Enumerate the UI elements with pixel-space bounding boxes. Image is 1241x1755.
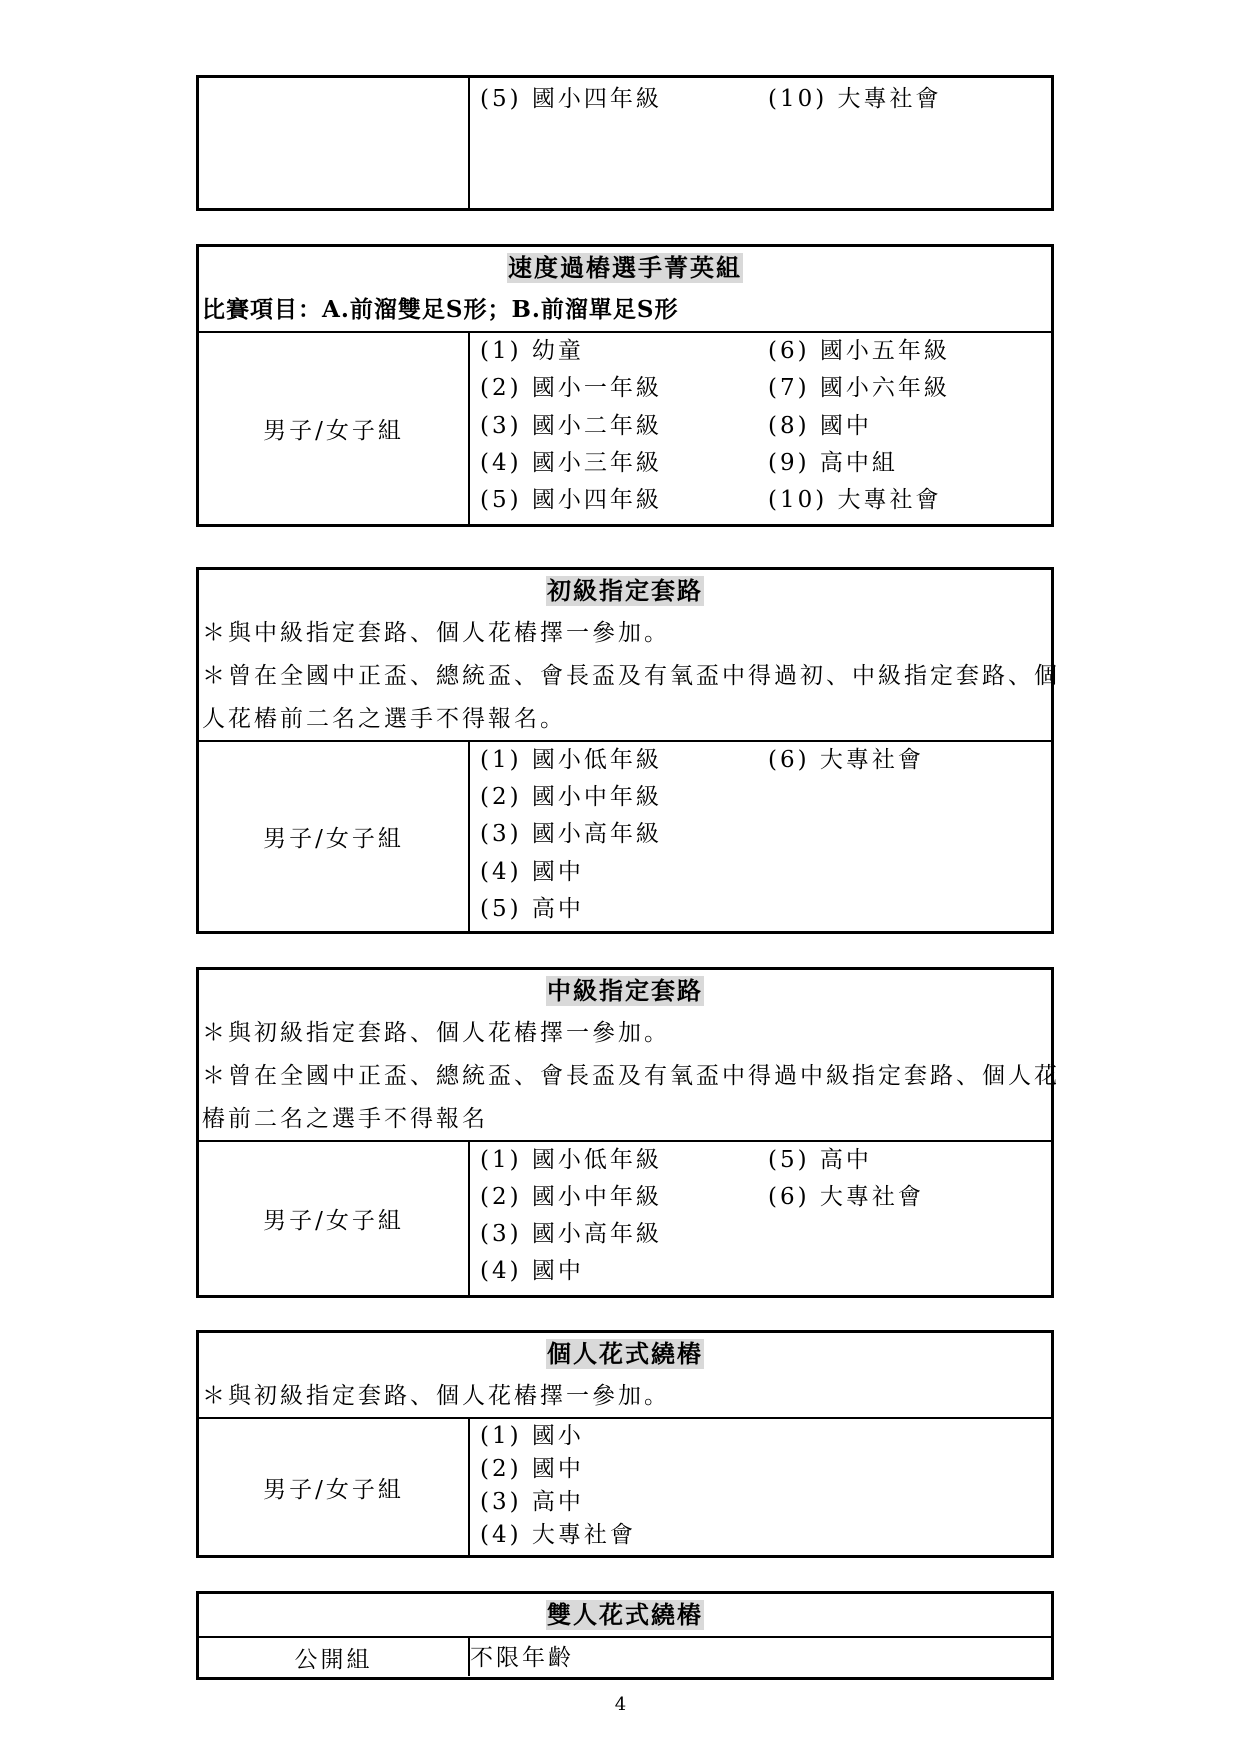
items-cell	[470, 1142, 1051, 1295]
value-cell	[470, 1638, 1051, 1676]
list-item: (5) 高中	[768, 1147, 872, 1173]
section-title-row	[199, 1594, 1051, 1636]
section-title: 個人花式繞樁	[547, 1339, 703, 1368]
list-item: (4) 大專社會	[480, 1522, 636, 1548]
table-beginner-routine	[196, 567, 1060, 934]
note-line: ＊與初級指定套路、個人花樁擇一參加。	[202, 1020, 670, 1046]
list-item: (5) 高中	[480, 896, 584, 922]
items-cell	[470, 78, 1051, 208]
section-title: 中級指定套路	[547, 976, 703, 1005]
age-value: 不限年齡	[470, 1645, 574, 1671]
list-item: (3) 國小高年級	[480, 821, 662, 847]
note-line: 樁前二名之選手不得報名	[202, 1106, 488, 1132]
group-label: 公開組	[199, 1638, 470, 1676]
section-title: 雙人花式繞樁	[547, 1600, 703, 1629]
group-label: 男子/女子組	[199, 333, 470, 524]
group-label: 男子/女子組	[199, 742, 470, 931]
list-item: (3) 國小高年級	[480, 1221, 662, 1247]
section-title: 速度過樁選手菁英組	[508, 253, 742, 282]
list-item: (1) 國小低年級	[480, 747, 662, 773]
section-title: 初級指定套路	[547, 576, 703, 605]
list-item: (2) 國小中年級	[480, 1184, 662, 1210]
list-item: (6) 大專社會	[768, 1184, 924, 1210]
list-item: (4) 國小三年級	[480, 450, 662, 476]
note-line: 人花樁前二名之選手不得報名。	[202, 706, 566, 732]
items-cell	[470, 742, 1051, 931]
table-intermediate-routine	[196, 967, 1060, 1298]
list-item: (7) 國小六年級	[768, 375, 950, 401]
table-individual-freestyle	[196, 1330, 1054, 1558]
section-title-row	[199, 1333, 1051, 1375]
list-item: (2) 國小中年級	[480, 784, 662, 810]
list-item: (3) 高中	[480, 1489, 584, 1515]
list-item: (2) 國中	[480, 1456, 584, 1482]
page-number: 4	[614, 1694, 627, 1715]
list-item: (5) 國小四年級	[480, 487, 662, 513]
list-item: (6) 國小五年級	[768, 338, 950, 364]
section-title-row	[199, 247, 1051, 289]
category-cell	[199, 78, 470, 208]
section-title-row	[199, 570, 1051, 612]
section-title-row	[199, 970, 1051, 1012]
list-item: (10) 大專社會	[768, 86, 942, 112]
group-label: 男子/女子組	[199, 1142, 470, 1295]
list-item: (5) 國小四年級	[480, 86, 662, 112]
items-cell	[470, 1419, 1051, 1555]
list-item: (3) 國小二年級	[480, 413, 662, 439]
table-continuation	[196, 75, 1054, 211]
list-item: (9) 高中組	[768, 450, 898, 476]
items-cell	[470, 333, 1051, 524]
group-label: 男子/女子組	[199, 1419, 470, 1555]
table-speed-slalom-elite	[196, 244, 1054, 527]
list-item: (1) 國小	[480, 1423, 584, 1449]
table-pair-freestyle	[196, 1591, 1054, 1680]
event-note: 比賽項目：A.前溜雙足S形；B.前溜單足S形	[202, 296, 679, 323]
list-item: (1) 幼童	[480, 338, 584, 364]
list-item: (1) 國小低年級	[480, 1147, 662, 1173]
list-item: (10) 大專社會	[768, 487, 942, 513]
note-line: ＊與中級指定套路、個人花樁擇一參加。	[202, 620, 670, 646]
list-item: (8) 國中	[768, 413, 872, 439]
note-line: ＊曾在全國中正盃、總統盃、會長盃及有氧盃中得過初、中級指定套路、個	[202, 663, 1060, 689]
list-item: (6) 大專社會	[768, 747, 924, 773]
list-item: (4) 國中	[480, 859, 584, 885]
note-line: ＊曾在全國中正盃、總統盃、會長盃及有氧盃中得過中級指定套路、個人花	[202, 1063, 1060, 1089]
list-item: (2) 國小一年級	[480, 375, 662, 401]
list-item: (4) 國中	[480, 1258, 584, 1284]
note-line: ＊與初級指定套路、個人花樁擇一參加。	[202, 1383, 670, 1409]
